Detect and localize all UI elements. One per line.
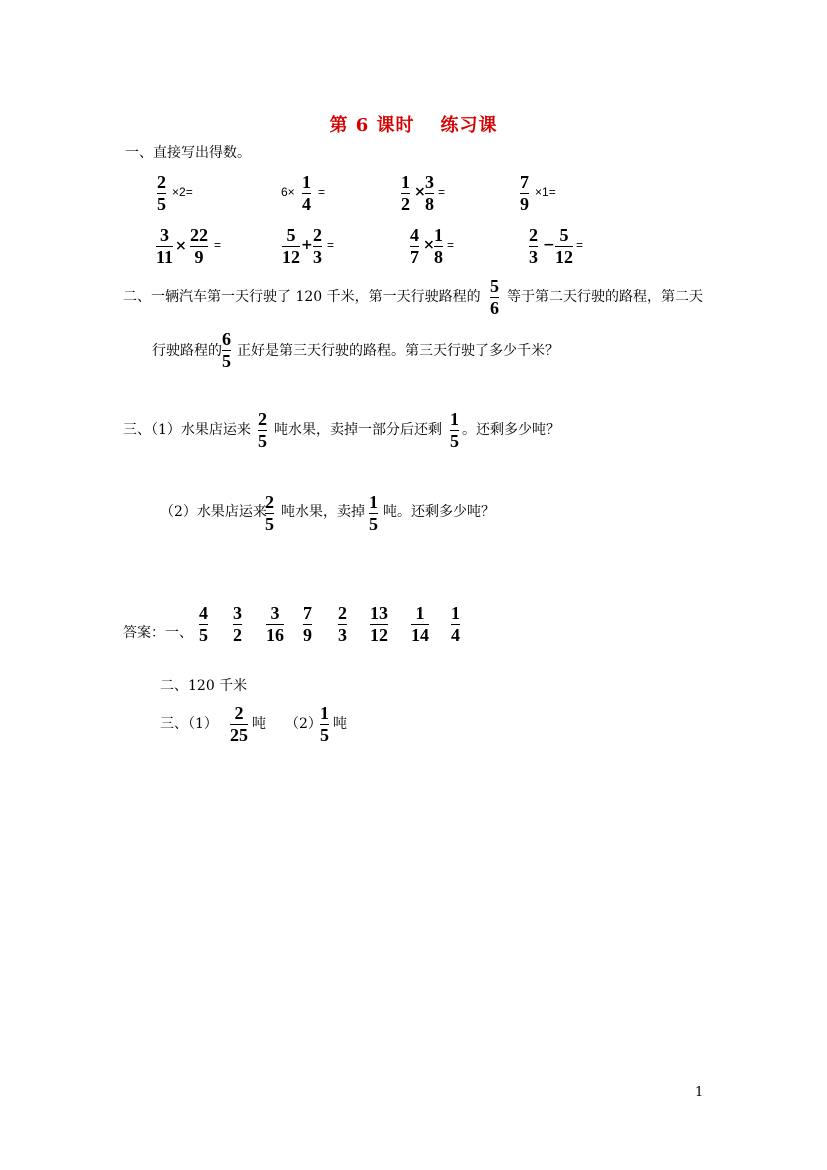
answer-fraction: 3 16 — [266, 603, 284, 645]
section2-line2-b: 正好是第三天行驶的路程。第三天行驶了多少千米？ — [237, 343, 559, 359]
s1-r1-c1-op: ×2= — [172, 185, 193, 199]
answer-fraction: 1 4 — [451, 603, 460, 645]
answers-section3-part1-label: 三、（1） — [160, 716, 218, 732]
s1-r1-c3-op: × — [414, 184, 426, 200]
s1-r1-c4-op: ×1= — [535, 185, 556, 199]
s1-r2-c1-fraction-a: 3 11 — [156, 225, 174, 267]
s1-r1-c3-fraction-b: 3 8 — [425, 172, 434, 214]
answers-section3-fraction-2: 1 5 — [320, 703, 329, 745]
section3-q2-a: （2）水果店运来 — [160, 504, 267, 520]
s1-r2-c4-fraction-a: 2 3 — [529, 225, 538, 267]
answer-fraction: 2 3 — [338, 603, 347, 645]
section2-line2-a: 行驶路程的 — [152, 343, 222, 359]
section1-heading: 一、直接写出得数。 — [125, 145, 251, 161]
s1-r2-c2-fraction-b: 2 3 — [313, 225, 322, 267]
s1-r1-c2-fraction: 1 4 — [302, 172, 311, 214]
section3-q1-fraction-1: 2 5 — [258, 409, 267, 451]
section2-fraction-2: 6 5 — [222, 329, 231, 371]
answer-fraction: 4 5 — [199, 603, 208, 645]
answers-section3-unit-1: 吨 — [252, 716, 266, 732]
section3-q2-b: 吨水果，卖掉 — [281, 504, 365, 520]
answer-fraction: 13 12 — [370, 603, 388, 645]
s1-r1-c1-fraction: 2 5 — [157, 172, 166, 214]
s1-r2-c4-tail: = — [576, 238, 584, 252]
section3-q1-b: 吨水果，卖掉一部分后还剩 — [274, 422, 442, 438]
s1-r1-c2-tail: = — [318, 185, 326, 199]
section2-line1-a: 二、一辆汽车第一天行驶了 120 千米，第一天行驶路程的 — [123, 289, 481, 305]
s1-r2-c3-fraction-a: 4 7 — [410, 225, 419, 267]
section2-fraction-1: 5 6 — [490, 276, 499, 318]
section2-line1-b: 等于第二天行驶的路程，第二天 — [507, 289, 703, 305]
section3-q1-a: 三、（1）水果店运来 — [123, 422, 251, 438]
section3-q2-c: 吨。还剩多少吨？ — [383, 504, 495, 520]
s1-r1-c4-fraction: 7 9 — [520, 172, 529, 214]
s1-r2-c3-op: × — [423, 237, 435, 253]
answer-fraction: 3 2 — [233, 603, 242, 645]
answers-label: 答案：一、 — [123, 625, 193, 641]
section3-q2-fraction-1: 2 5 — [265, 492, 274, 534]
s1-r2-c3-fraction-b: 1 8 — [434, 225, 443, 267]
s1-r2-c2-op: + — [301, 237, 313, 253]
answers-section3-unit-2: 吨 — [333, 716, 347, 732]
s1-r1-c3-tail: = — [438, 185, 446, 199]
s1-r2-c4-fraction-b: 5 12 — [555, 225, 573, 267]
answers-section3-fraction-1: 2 25 — [230, 703, 248, 745]
s1-r2-c1-op: × — [175, 238, 187, 254]
s1-r2-c1-fraction-b: 22 9 — [190, 225, 208, 267]
answers-section2: 二、120 千米 — [160, 678, 248, 694]
page-number: 1 — [695, 1085, 704, 1100]
s1-r2-c1-tail: = — [214, 238, 222, 252]
answers-section3-part2-label: （2） — [285, 716, 322, 732]
s1-r2-c3-tail: = — [447, 238, 455, 252]
title-topic: 练习课 — [440, 115, 498, 136]
title-lesson: 第 6 课时 — [329, 115, 415, 136]
page-title — [0, 111, 827, 137]
answer-fraction: 7 9 — [303, 603, 312, 645]
s1-r2-c2-tail: = — [327, 238, 335, 252]
s1-r2-c4-op: − — [543, 237, 555, 253]
section3-q1-fraction-2: 1 5 — [450, 409, 459, 451]
answer-fraction: 1 14 — [411, 603, 429, 645]
section3-q1-c: 。还剩多少吨？ — [462, 422, 560, 438]
s1-r1-c2-lead: 6× — [281, 185, 295, 199]
section3-q2-fraction-2: 1 5 — [369, 492, 378, 534]
s1-r2-c2-fraction-a: 5 12 — [282, 225, 300, 267]
s1-r1-c3-fraction-a: 1 2 — [401, 172, 410, 214]
